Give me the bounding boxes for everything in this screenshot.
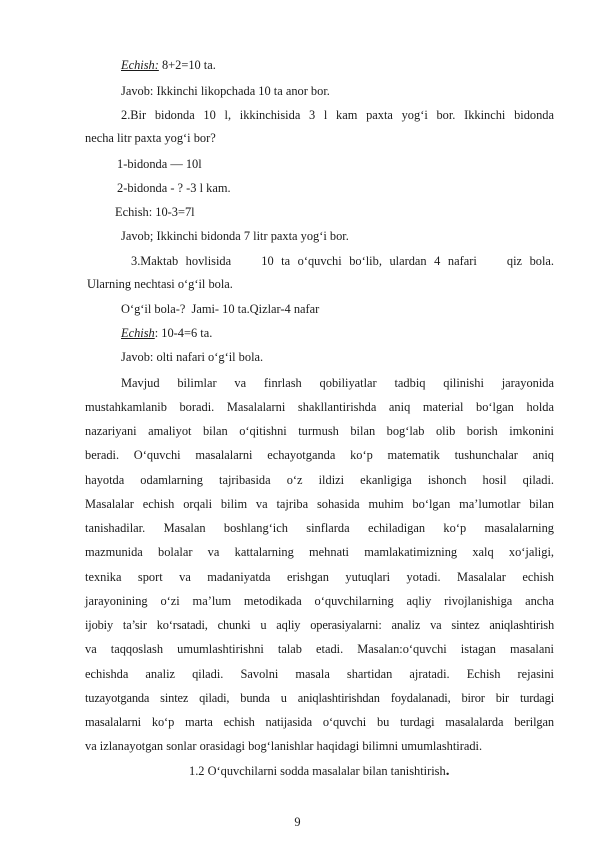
problem-3-line-2: Ularning nechtasi o‘g‘il bola.: [87, 277, 233, 291]
solution-label: Echish: [121, 326, 155, 340]
section-heading-dot: .: [445, 763, 450, 779]
paragraph-line: nazariyani amaliyot bilan o‘qitishni turmush bilan bog‘lab olib borish imkonini: [85, 424, 554, 438]
paragraph-line: Mavjud bilimlar va finrlash qobiliyatlar tadbiq qilinishi jarayonida: [121, 376, 554, 390]
answer-line-1: Javob: Ikkinchi likopchada 10 ta anor bor.: [121, 84, 330, 98]
paragraph-line: ijobiy ta’sir ko‘rsatadi, chunki u aqliy operasiyalarni: analiz va sintez aniqlashtirish: [85, 618, 554, 632]
paragraph-line: va izlanayotgan sonlar orasidagi bog‘lanishlar haqidagi bilimni umumlashtiradi.: [85, 739, 483, 753]
problem-2-solution: Echish: 10-3=7l: [115, 205, 195, 219]
paragraph-line: beradi. O‘quvchi masalalarni echayotganda ko‘p matematik tushunchalar aniq: [85, 448, 554, 462]
paragraph-line: mazmunida bolalar va kattalarning mehnati mamlakatimizning xalq xo‘jaligi,: [85, 545, 554, 559]
section-heading: [189, 764, 449, 779]
problem-3-given: O‘g‘il bola-? Jami- 10 ta.Qizlar-4 nafar: [121, 302, 320, 316]
solution-text: : 10-4=6 ta.: [154, 326, 213, 340]
paragraph-line: hayotda odamlarning tajribasida o‘z ildizi ekanligiga ishonch hosil qiladi.: [85, 473, 554, 487]
problem-2-given-1: 1-bidonda — 10l: [117, 157, 202, 171]
problem-3-solution: [121, 326, 212, 341]
page-number: 9: [294, 815, 301, 829]
paragraph-line: tanishadilar. Masalan boshlang‘ich sinflarda echiladigan ko‘p masalalarning: [85, 521, 554, 535]
paragraph-line: va taqqoslash umumlashtirishni talab etadi. Masalan:o‘quvchi istagan masalani: [85, 642, 554, 656]
paragraph-line: mustahkamlanib boradi. Masalalarni shakllantirishda aniq material bo‘lgan holda: [85, 400, 554, 414]
paragraph-line: Masalalar echish orqali bilim va tajriba sohasida muhim bo‘lgan ma’lumotlar bilan: [85, 497, 554, 511]
solution-line-1: [121, 58, 216, 73]
problem-2-answer: Javob; Ikkinchi bidonda 7 litr paxta yog‘i bor.: [121, 229, 349, 243]
paragraph-line: tuzayotganda sintez qiladi, bunda u aniqlashtirishdan foydalanadi, biror bir turdagi: [85, 691, 554, 705]
paragraph-line: echishda analiz qiladi. Savolni masala shartidan ajratadi. Echish rejasini: [85, 667, 554, 681]
problem-2-line-1: 2.Bir bidonda 10 l, ikkinchisida 3 l kam paxta yog‘i bor. Ikkinchi bidonda: [121, 108, 554, 122]
paragraph-line: masalalarni ko‘p marta echish natijasida o‘quvchi bu turdagi masalalarda berilgan: [85, 715, 554, 729]
problem-3-answer: Javob: olti nafari o‘g‘il bola.: [121, 350, 264, 364]
solution-text: 8+2=10 ta.: [158, 58, 216, 72]
problem-3-line-1: 3.Maktab hovlisida 10 ta o‘quvchi bo‘lib, ulardan 4 nafari qiz bola.: [131, 254, 554, 268]
paragraph-line: texnika sport va madaniyatda erishgan yutuqlari yotadi. Masalalar echish: [85, 570, 554, 584]
problem-2-line-2: necha litr paxta yog‘i bor?: [85, 131, 216, 145]
paragraph-line: jarayonining o‘zi ma’lum metodikada o‘quvchilarning aqliy rivojlanishiga ancha: [85, 594, 554, 608]
solution-label: Echish:: [121, 58, 159, 72]
section-heading-text: 1.2 O‘quvchilarni sodda masalalar bilan tanishtirish: [189, 764, 446, 778]
problem-2-given-2: 2-bidonda - ? -3 l kam.: [117, 181, 231, 195]
